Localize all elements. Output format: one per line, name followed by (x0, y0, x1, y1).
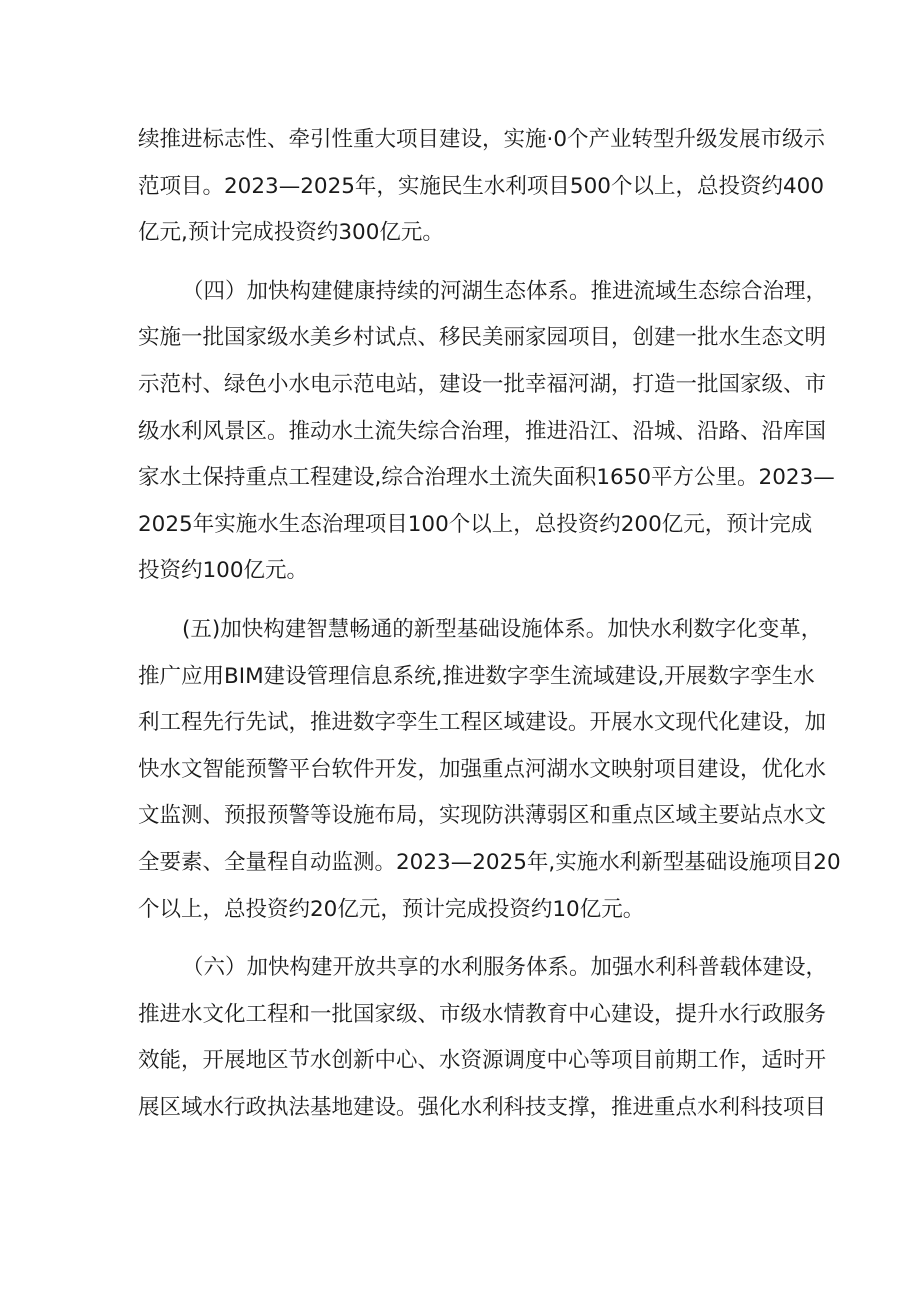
text-line: 范项目。2023—2025年，实施民生水利项目500个以上，总投资约400 (138, 173, 825, 199)
paragraph-gap (138, 257, 788, 269)
text-line: 利工程先行先试，推进数字孪生工程区域建设。开展水文现代化建设，加 (138, 710, 827, 736)
document-body (138, 117, 841, 1131)
text-line: 级水利风景区。推动水土流失综合治理，推进沿江、沿城、沿路、沿库国 (138, 418, 827, 444)
paragraph-1 (138, 117, 826, 257)
text-line: 续推进标志性、牵引性重大项目建设，实施·0个产业转型升级发展市级示 (138, 127, 826, 152)
text-line: 投资约100亿元。 (138, 558, 309, 584)
paragraph-3 (138, 607, 841, 933)
text-line: 2025年实施水生态治理项目100个以上，总投资约200亿元，预计完成 (138, 511, 813, 537)
text-line: 实施一批国家级水美乡村试点、移民美丽家园项目，创建一批水生态文明 (138, 325, 827, 351)
paragraph-gap (138, 595, 788, 607)
text-line: 推进水文化工程和一批国家级、市级水情教育中心建设，提升水行政服务 (138, 1001, 827, 1027)
text-line: 文监测、预报预警等设施布局，实现防洪薄弱区和重点区域主要站点水文 (138, 803, 827, 829)
text-line: （四）加快构建健康持续的河湖生态体系。推进流域生态综合治理， (182, 278, 828, 304)
paragraph-4 (138, 945, 828, 1131)
text-line: (五)加快构建智慧畅通的新型基础设施体系。加快水利数字化变革， (182, 616, 823, 642)
text-line: 亿元,预计完成投资约300亿元。 (138, 220, 444, 246)
text-line: 推广应用BIM建设管理信息系统,推进数字孪生流域建设,开展数字孪生水 (138, 663, 815, 689)
paragraph-2 (138, 269, 835, 595)
paragraph-gap (138, 933, 788, 945)
text-line: 示范村、绿色小水电示范电站，建设一批幸福河湖，打造一批国家级、市 (138, 371, 827, 397)
text-line: 快水文智能预警平台软件开发，加强重点河湖水文映射项目建设，优化水 (138, 756, 827, 782)
text-line: 家水土保持重点工程建设,综合治理水土流失面积1650平方公里。2023— (138, 465, 835, 491)
text-line: 展区域水行政执法基地建设。强化水利科技支撑，推进重点水利科技项目 (138, 1094, 827, 1120)
text-line: （六）加快构建开放共享的水利服务体系。加强水利科普载体建设， (182, 955, 828, 981)
text-line: 全要素、全量程自动监测。2023—2025年,实施水利新型基础设施项目20 (138, 849, 841, 875)
text-line: 个以上，总投资约20亿元，预计完成投资约10亿元。 (138, 896, 645, 922)
text-line: 效能，开展地区节水创新中心、水资源调度中心等项目前期工作，适时开 (138, 1048, 827, 1074)
